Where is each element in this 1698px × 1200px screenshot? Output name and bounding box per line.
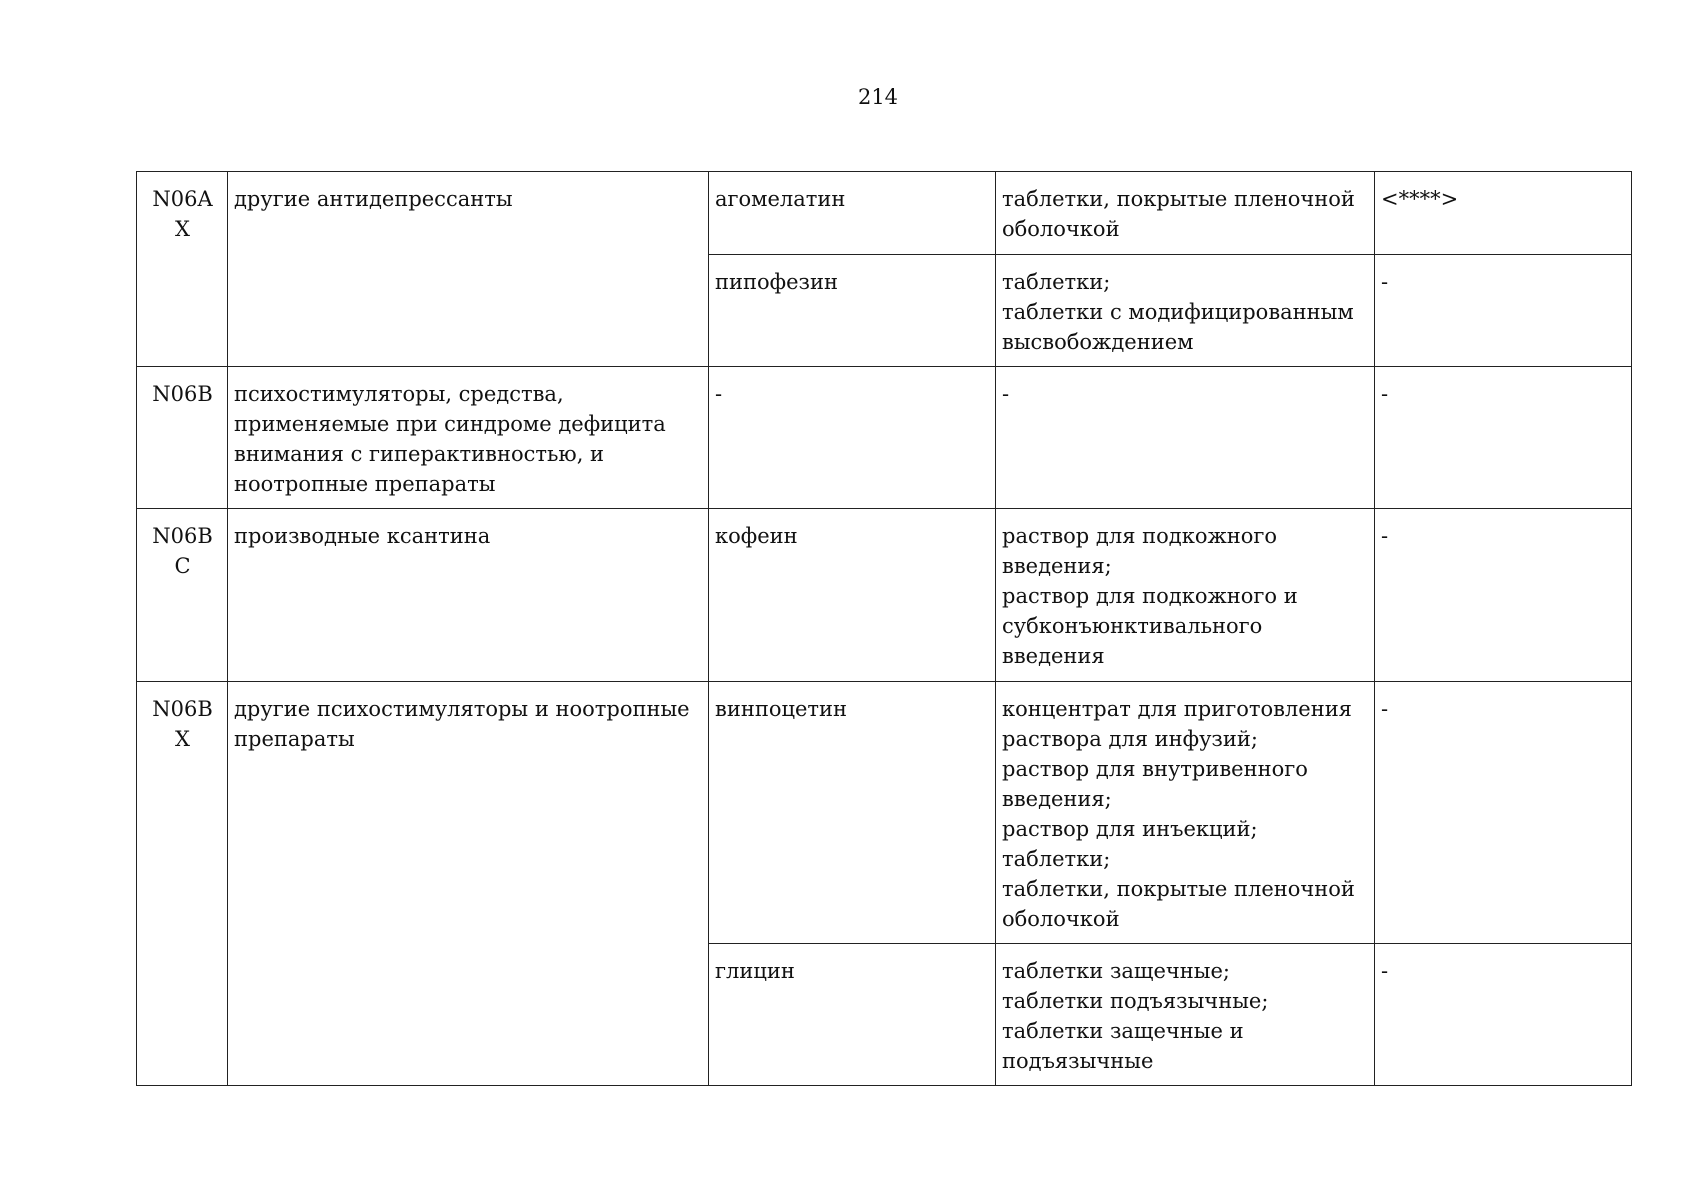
- note: -: [1381, 270, 1389, 294]
- dosage-form-line: таблетки с модифицированным: [1002, 300, 1354, 324]
- drug-name: глицин: [715, 959, 795, 983]
- note-cell: [1375, 944, 1632, 1086]
- dosage-form-cell: [996, 509, 1375, 682]
- dosage-form-line: раствора для инфузий;: [1002, 727, 1258, 751]
- dosage-form-cell: [996, 944, 1375, 1086]
- page-number: 214: [857, 85, 899, 109]
- atc-code-cell: [137, 172, 228, 367]
- group-cell: [228, 509, 709, 682]
- dosage-form-line: таблетки, покрытые пленочной: [1002, 877, 1355, 901]
- table-row: [137, 682, 1632, 944]
- atc-code-line: C: [174, 554, 191, 578]
- drug-name: винпоцетин: [715, 697, 847, 721]
- note: <****>: [1381, 187, 1459, 211]
- group-line: другие антидепрессанты: [234, 187, 513, 211]
- table-row: [137, 509, 1632, 682]
- atc-code-cell: [137, 367, 228, 509]
- note-cell: [1375, 172, 1632, 255]
- group-line: применяемые при синдроме дефицита: [234, 412, 666, 436]
- atc-code-cell: [137, 509, 228, 682]
- dosage-form-line: таблетки;: [1002, 270, 1111, 294]
- group-cell: [228, 172, 709, 367]
- drug-name-cell: [709, 172, 996, 255]
- dosage-form-line: концентрат для приготовления: [1002, 697, 1352, 721]
- drug-name-cell: [709, 944, 996, 1086]
- dosage-form-line: таблетки защечные;: [1002, 959, 1230, 983]
- dosage-form-line: раствор для подкожного и: [1002, 584, 1298, 608]
- group-cell: [228, 367, 709, 509]
- drug-name-cell: [709, 509, 996, 682]
- atc-code-line: N06B: [152, 697, 213, 721]
- dosage-form-line: раствор для внутривенного: [1002, 757, 1308, 781]
- note: -: [1381, 524, 1389, 548]
- group-line: ноотропные препараты: [234, 472, 496, 496]
- group-cell: [228, 682, 709, 1086]
- table-row: [137, 172, 1632, 255]
- dosage-form-cell: [996, 682, 1375, 944]
- atc-code-line: X: [175, 217, 190, 241]
- note: -: [1381, 382, 1389, 406]
- atc-code-line: X: [175, 727, 190, 751]
- group-line: другие психостимуляторы и ноотропные: [234, 697, 690, 721]
- drug-name: агомелатин: [715, 187, 846, 211]
- note-cell: [1375, 509, 1632, 682]
- dosage-form-line: -: [1002, 382, 1010, 406]
- group-line: производные ксантина: [234, 524, 491, 548]
- dosage-form-line: таблетки;: [1002, 847, 1111, 871]
- note-cell: [1375, 255, 1632, 367]
- dosage-form-line: оболочкой: [1002, 907, 1120, 931]
- note: -: [1381, 697, 1389, 721]
- dosage-form-line: подъязычные: [1002, 1049, 1154, 1073]
- dosage-form-line: введения: [1002, 644, 1105, 668]
- drug-name-cell: [709, 367, 996, 509]
- drug-name-cell: [709, 682, 996, 944]
- dosage-form-line: высвобождением: [1002, 330, 1194, 354]
- note-cell: [1375, 682, 1632, 944]
- dosage-form-line: таблетки подъязычные;: [1002, 989, 1269, 1013]
- atc-code-line: N06B: [152, 524, 213, 548]
- dosage-form-line: раствор для инъекций;: [1002, 817, 1258, 841]
- dosage-form-line: введения;: [1002, 787, 1112, 811]
- dosage-form-cell: [996, 172, 1375, 255]
- group-line: психостимуляторы, средства,: [234, 382, 564, 406]
- drug-name: пипофезин: [715, 270, 838, 294]
- dosage-form-line: введения;: [1002, 554, 1112, 578]
- drug-name-cell: [709, 255, 996, 367]
- dosage-form-line: раствор для подкожного: [1002, 524, 1278, 548]
- group-line: внимания с гиперактивностью, и: [234, 442, 605, 466]
- dosage-form-cell: [996, 367, 1375, 509]
- dosage-form-line: таблетки защечные и: [1002, 1019, 1244, 1043]
- atc-code-line: N06A: [152, 187, 213, 211]
- atc-code-line: N06B: [152, 382, 213, 406]
- dosage-form-line: субконъюнктивального: [1002, 614, 1263, 638]
- dosage-form-line: оболочкой: [1002, 217, 1120, 241]
- drug-name: -: [715, 382, 723, 406]
- dosage-form-cell: [996, 255, 1375, 367]
- dosage-form-line: таблетки, покрытые пленочной: [1002, 187, 1355, 211]
- group-line: препараты: [234, 727, 355, 751]
- table-row: [137, 367, 1632, 509]
- atc-code-cell: [137, 682, 228, 1086]
- drug-name: кофеин: [715, 524, 798, 548]
- note: -: [1381, 959, 1389, 983]
- note-cell: [1375, 367, 1632, 509]
- drug-table: [136, 171, 1632, 1086]
